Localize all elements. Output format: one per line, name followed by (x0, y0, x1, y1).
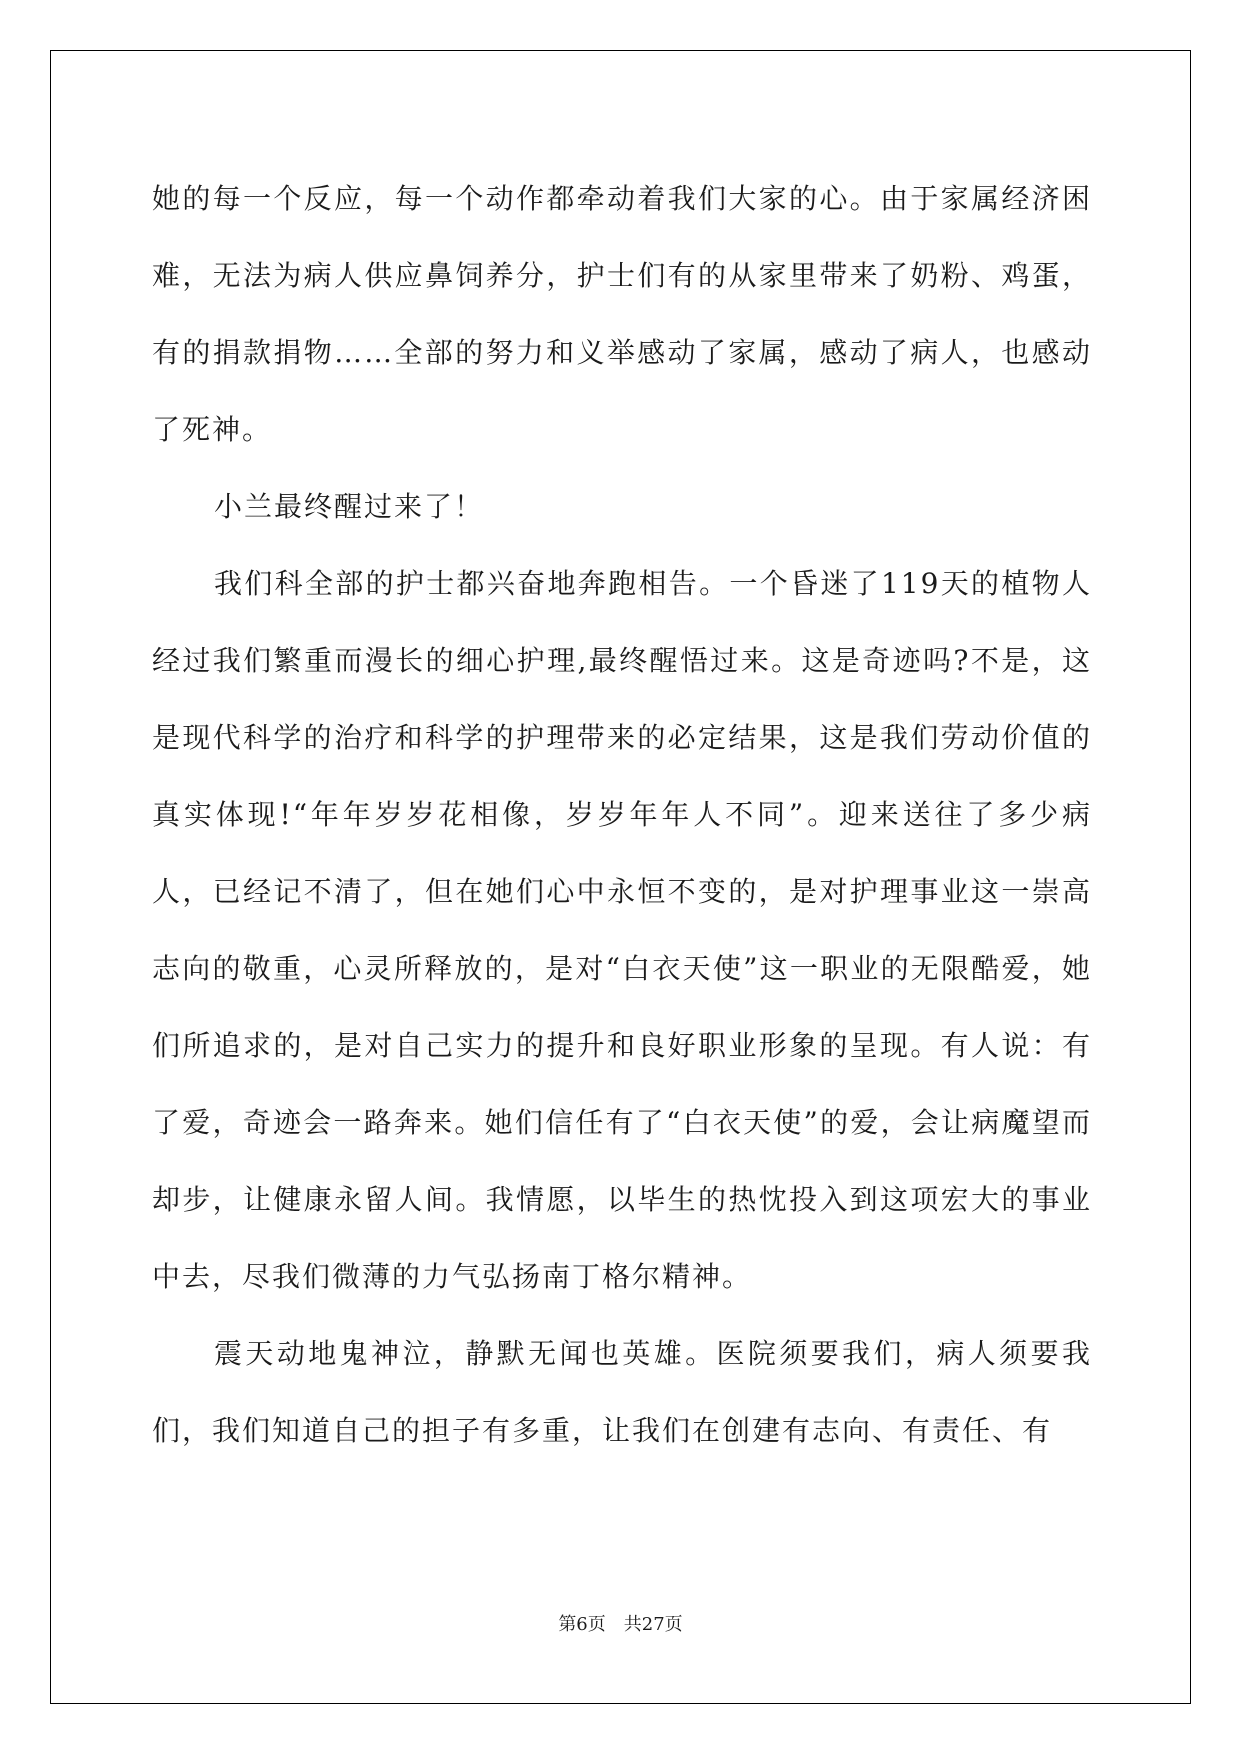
document-body (152, 160, 1092, 1469)
paragraph-2: 小兰最终醒过来了！ (214, 490, 485, 523)
paragraph-1: 她的每一个反应，每一个动作都牵动着我们大家的心。由于家属经济困难，无法为病人供应鼻饲养分，护士们有的从家里带来了奶粉、鸡蛋，有的捐款捐物……全部的努力和义举感动了家属，感动了病人，也感动了死神。 (152, 182, 1092, 446)
paragraph-4: 震天动地鬼神泣，静默无闻也英雄。医院须要我们，病人须要我们，我们知道自己的担子有多重，让我们在创建有志向、有责任、有 (152, 1337, 1092, 1447)
paragraph-3: 我们科全部的护士都兴奋地奔跑相告。一个昏迷了119天的植物人经过我们繁重而漫长的细心护理,最终醒悟过来。这是奇迹吗?不是，这是现代科学的治疗和科学的护理带来的必定结果，这是我们劳动价值的真实体现!“年年岁岁花相像，岁岁年年人不同”。迎来送往了多少病人，已经记不清了，但在她们心中永恒不变的，是对护理事业这一崇高志向的敬重，心灵所释放的，是对“白衣天使”这一职业的无限酷爱，她们所追求的，是对自己实力的提升和良好职业形象的呈现。有人说：有了爱，奇迹会一路奔来。她们信任有了“白衣天使”的爱，会让病魔望而却步，让健康永留人间。我情愿，以毕生的热忱投入到这项宏大的事业中去，尽我们微薄的力气弘扬南丁格尔精神。 (152, 567, 1092, 1293)
page-footer: 第6页 共27页 (558, 1614, 683, 1635)
